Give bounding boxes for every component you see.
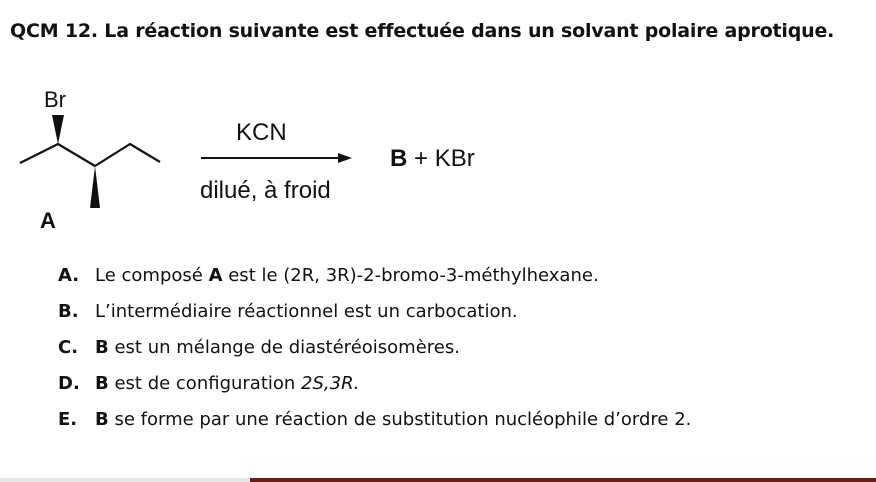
option-text: L’intermédiaire réactionnel est un carbocation. [95,301,518,322]
compound-label-A: A [40,208,56,233]
product-KBr: + KBr [407,145,475,172]
answer-options [58,262,691,442]
wedge-bond-methyl [90,166,100,208]
option-A[interactable] [58,262,691,298]
option-B[interactable] [58,298,691,334]
option-text: Le composé A est le (2R, 3R)-2-bromo-3-méthylhexane. [95,265,599,286]
bromine-label: Br [44,87,66,112]
option-text: B se forme par une réaction de substitution nucléophile d’ordre 2. [95,409,692,430]
wedge-bond-br [52,115,64,144]
carbon-chain [20,144,160,166]
reaction-arrow-group [200,119,352,204]
products [390,145,475,172]
product-B: B [390,145,408,172]
option-letter: E. [58,409,78,430]
option-C[interactable] [58,334,691,370]
bottom-border-dark [250,478,876,482]
option-D[interactable] [58,370,691,406]
option-letter: A. [58,265,80,286]
question-title: QCM 12. La réaction suivante est effectuée dans un solvant polaire aprotique. [10,20,835,42]
option-letter: B. [58,301,79,322]
reagent-label: KCN [236,119,287,146]
option-E[interactable] [58,406,691,442]
option-letter: C. [58,337,79,358]
bottom-border [0,478,876,482]
bottom-border-light [0,478,250,482]
option-letter: D. [58,373,80,394]
conditions-label: dilué, à froid [200,177,331,204]
option-text: B est de configuration 2S,3R. [95,373,360,394]
arrow-head [338,153,352,163]
option-text: B est un mélange de diastéréoisomères. [95,337,460,358]
molecule-A [20,87,160,233]
